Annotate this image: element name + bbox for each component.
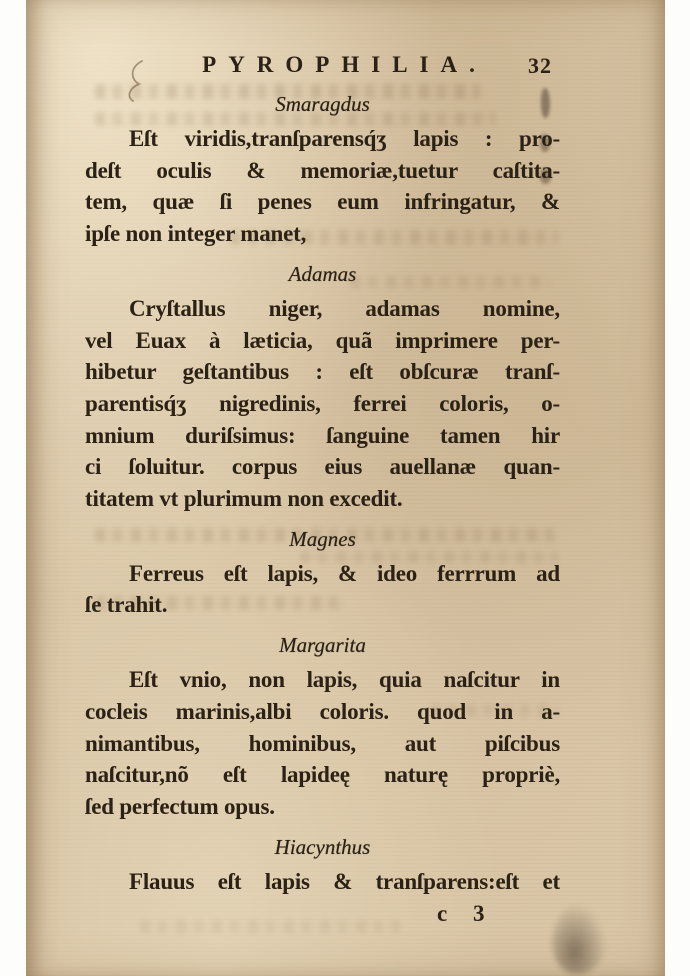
page-header [85, 50, 560, 80]
text-line: titatem vt plurimum non excedit. [85, 486, 403, 512]
text-line: Flauus eſt lapis & tranſparens:eſt et [129, 868, 560, 894]
section-heading: Magnes [289, 526, 356, 551]
text-line: mnium duriſsimus: ſanguine tamen hir [85, 422, 560, 448]
section [85, 261, 560, 515]
text-line: tem, quæ ſi penes eum infringatur, & [85, 189, 560, 215]
text-line: Eſt vnio, non lapis, quia naſcitur in [129, 667, 560, 693]
text-line: ſed perfectum opus. [85, 793, 275, 819]
section-paragraph [85, 558, 560, 621]
page-content [26, 0, 665, 976]
section [85, 834, 560, 898]
section-heading: Adamas [288, 261, 357, 286]
text-line: ipſe non integer manet, [85, 221, 307, 247]
text-line: naſcitur,nõ eſt lapideę naturę propriè, [85, 762, 560, 788]
signature-mark: c 3 [437, 901, 485, 927]
running-header: PYROPHILIA. [202, 52, 487, 77]
section-paragraph [85, 293, 560, 515]
section-heading: Margarita [279, 633, 366, 658]
section-heading: Hiacynthus [274, 834, 371, 859]
text-line: parentisq́ʒ nigredinis, ferrei coloris, o- [85, 390, 560, 416]
section [85, 526, 560, 621]
text-line: cocleis marinis,albi coloris. quod in a- [85, 698, 560, 724]
section-paragraph [85, 664, 560, 823]
section-heading: Smaragdus [275, 92, 370, 116]
paper-sheet [26, 0, 665, 976]
text-line: vel Euax à læticia, quã imprimere per- [85, 327, 560, 353]
section [85, 632, 560, 823]
text-line: ci ſoluitur. corpus eius auellanæ quan- [85, 454, 560, 480]
sections [85, 91, 560, 897]
section-paragraph [85, 866, 560, 898]
page-number: 32 [528, 53, 552, 78]
text-line: Cryſtallus niger, adamas nomine, [129, 295, 560, 321]
text-line: nimantibus, hominibus, aut piſcibus [85, 730, 560, 756]
section-paragraph [85, 123, 560, 250]
text-line: Ferreus eſt lapis, & ideo ferrrum ad [129, 560, 560, 586]
text-line: deſt oculis & memoriæ,tuetur caſtita- [85, 157, 560, 183]
section [85, 91, 560, 250]
text-line: Eſt viridis,tranſparensq́ʒ lapis : pro- [129, 126, 560, 151]
text-line: hibetur geſtantibus : eſt obſcuræ tranſ- [85, 359, 560, 385]
text-line: ſe trahit. [85, 592, 168, 618]
